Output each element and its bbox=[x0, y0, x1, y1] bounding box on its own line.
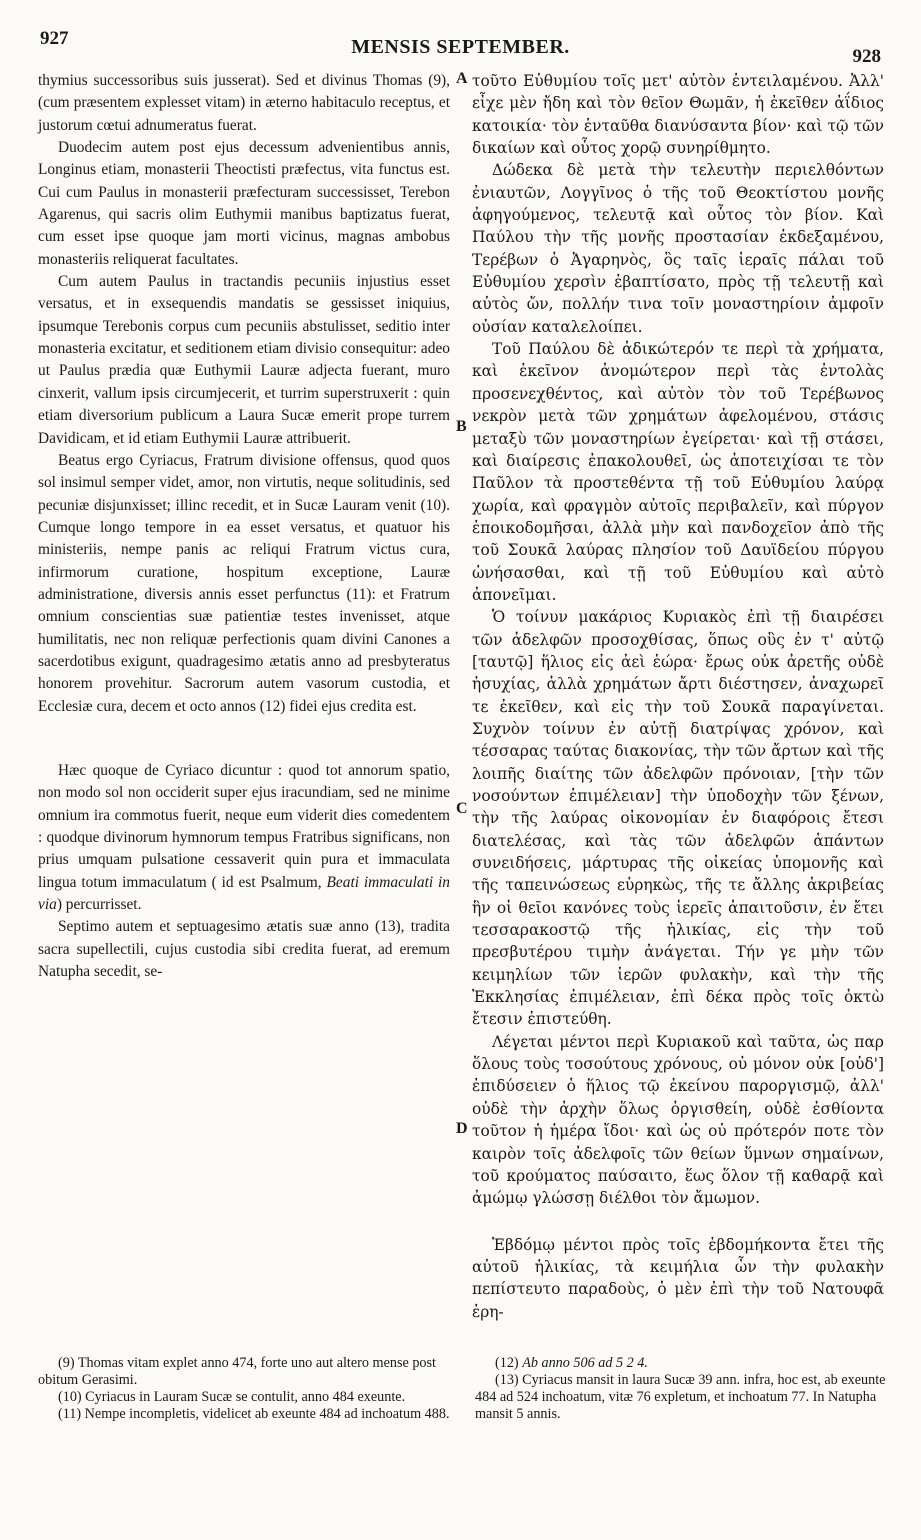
latin-paragraph: Septimo autem et septuagesimo ætatis suæ anno (13), tradita sacra supellectili, cujus custodia sibi credita fuerat, ad eremum Natupha secedit, se- bbox=[38, 918, 450, 981]
page-number-left: 927 bbox=[40, 28, 69, 49]
latin-paragraph: Duodecim autem post ejus decessum advenientibus annis, Longinus etiam, monasterii Theoctisti præfectus, vita functus est. Cui cum Paulus in monasterii præfecturam successisset, Terebon Agarenus, qui sacris olim Euthymii manibus baptizatus fuerat, cum esset ipse quoque jam morti vicinus, magnas ambobus monasteriis reliquerat facultates. bbox=[38, 139, 450, 268]
greek-paragraph: Ὁ τοίνυν μακάριος Κυριακὸς ἐπὶ τῇ διαιρέσει τῶν ἀδελφῶν προσοχθίσας, ὅπως οὓς ἐν τ' αὐτῷ [ταυτῷ] ἥλιος εἰς ἀεὶ ἑώρα· ἔρως οὐκ ἀρετῆς οὐδὲ ἡσυχίας, ἀλλὰ χρημάτων ἄρτι διέστησεν, ἀναχωρεῖ τε ἐκεῖθεν, καὶ εἰς τὴν τοῦ Σουκᾶ παραγίνεται. Συχνὸν τοίνυν ἐν αὐτῇ διατρίψας χρόνον, καὶ τέσσαρας ταύτας διακονίας, τὴν τῶν ἄρτων καὶ τῆς λοιπῆς διαίτης τῶν ἀδελφῶν πρόνοιαν, [τὴν τῶν νοσούντων ἐπιμέλειαν] τὴν ὑποδοχὴν τῶν ξένων, τὴν τῆς λαύρας οἰκονομίαν ἐν διαφόροις ἔτεσι διατελέσας, καὶ τὰς τῶν ἀδελφῶν ἁπάντων συνειδήσεις, μάρτυρας τῆς οἰκείας ὑπομονῆς καὶ τῆς ταπεινώσεως εὑρηκὼς, τῆς τε ἄλλης ἀκριβείας ἣν οἱ θεῖοι κανόνες τοὺς ἱερεῖς ἀπαιτοῦσιν, ἐν ἔτει τεσσαρακοστῷ τῆς ἡλικίας, εἰς τὴν τοῦ πρεσβυτέρου τιμὴν ἀνάγεται. Τήν γε μὴν τῶν κειμηλίων τῶν ἱερῶν φυλακὴν, καὶ τὴν τῆς Ἐκκλησίας ἐπιμέλειαν, ἐπὶ δέκα πρὸς τοῖς ὀκτὼ ἔτεσιν ἐπιστεύθη. bbox=[472, 608, 884, 1029]
latin-paragraph: Cum autem Paulus in tractandis pecuniis injustius esset versatus, et in exsequendis mandatis se gessisset iniquius, ipsumque Terebonis corpus cum pecuniis abstulisset, seditio inter monasteria excitatur, et seditionem etiam divisio consequitur: adeo ut Paulus prædia quæ Euthymii Lauræ adjecta fuerant, muro cinxerit, vallum ipsis circumjecerit, et turrim superstruxerit : quin etiam diversorium publicum a Laura Sucæ emerit prope turrem Davidicam, et id etiam Euthymii Lauræ attribuerit. bbox=[38, 273, 450, 447]
footnotes-left bbox=[38, 1355, 450, 1423]
latin-column bbox=[38, 70, 450, 983]
section-gap bbox=[472, 1210, 884, 1234]
greek-paragraph: Λέγεται μέντοι περὶ Κυριακοῦ καὶ ταῦτα, ὡς παρ ὅλους τοὺς τοσούτους χρόνους, οὐ μόνον οὐκ [οὐδ'] ἐπιδύσειεν ὁ ἥλιος τῷ ἐκείνου παροργισμῷ, ἀλλ' οὐδὲ τὴν ἀρχὴν ὅλως ὀργισθείη, οὐδὲ ἐσθίοντα τοῦτον ἡ ἡμέρα ἴδοι· καὶ ὡς οὐ πρότερόν ποτε τὸν καιρὸν τοῖς ἀδελφοῖς τῶν θείων ὕμνων σημαίνων, τοῦ κρούματος παύσαιτο, ἕως ὅλον τῇ καθαρᾷ καὶ ἀμώμῳ γλώσσῃ διέλθοι τὸν ἄμωμον. bbox=[472, 1032, 884, 1208]
footnote: (13) Cyriacus mansit in laura Sucæ 39 ann. infra, hoc est, ab exeunte 484 ad 524 inchoatum, vitæ 76 expletum, et inchoatum 77. In Natupha mansit 5 annis. bbox=[475, 1372, 886, 1422]
footnote-text: Ab anno 506 ad 5 2 4. bbox=[522, 1355, 648, 1371]
greek-paragraph: Τοῦ Παύλου δὲ ἀδικώτερόν τε περὶ τὰ χρήματα, καὶ ἐκεῖνον ἀνομώτερον περὶ τὰς ἐντολὰς προσενεχθέντος, καὶ αὐτὸν τὸν τοῦ Τερέβωνος νεκρὸν μετὰ τῶν χρημάτων ἀφελομένου, στάσις μεταξὺ τῶν μοναστηρίων ἐγείρεται· καὶ τῇ στάσει, καὶ διαίρεσις ἐπακολουθεῖ, ὡς ἀποτειχίσαι τε τὸν Παῦλον τὰ προστεθέντα τῇ τοῦ Εὐθυμίου λαύρᾳ χωρία, καὶ φραγμὸν αὐτοῖς περιβαλεῖν, καὶ πύργον ἐποικοδομῆσαι, ἀλλὰ μὴν καὶ πανδοχεῖον ἀπὸ τῆς τοῦ Σουκᾶ λαύρας πλησίον τοῦ Δαυϊδείου πύργου ὠνήσασθαι, καὶ τῇ τοῦ Εὐθυμίου καὶ αὐτὸ ἀπονεῖμαι. bbox=[472, 340, 884, 604]
section-gap bbox=[38, 718, 450, 760]
footnote: (11) Nempe incompletis, videlicet ab exeunte 484 ad inchoatum 488. bbox=[58, 1406, 450, 1422]
footnote: (9) Thomas vitam explet anno 474, forte uno aut altero mense post obitum Gerasimi. bbox=[38, 1355, 436, 1388]
footnote bbox=[475, 1355, 887, 1372]
latin-paragraph: thymius successoribus suis jusserat). Sed et divinus Thomas (9), (cum præsentem explesset vitam) in æterno habitaculo receptus, et justorum cœtui adnumeratus fuerat. bbox=[38, 72, 450, 134]
margin-letter-b: B bbox=[456, 418, 467, 435]
margin-letter-d: D bbox=[456, 1120, 468, 1137]
latin-italic: Beati immaculati in via bbox=[38, 873, 450, 914]
running-title: MENSIS SEPTEMBER. bbox=[351, 36, 570, 58]
latin-text: Hæc quoque de Cyriaco dicuntur : quod tot annorum spatio, non modo sol non occiderit super ejus iracundiam, sed ne minime omnium ira commotus fuerit, neque eum viderit dies comedentem : quodque divinorum hymnorum tempus Fratribus significans, non prius umquam pulsatione cessaverit quin pura et immaculata lingua totum immaculatum ( id est Psalmum, bbox=[38, 761, 450, 891]
latin-paragraph bbox=[38, 760, 450, 916]
margin-letter-c: C bbox=[456, 800, 468, 817]
footnote: (10) Cyriacus in Lauram Sucæ se contulit, anno 484 exeunte. bbox=[58, 1389, 406, 1405]
footnote-number: (12) bbox=[495, 1355, 519, 1371]
greek-paragraph: Ἑβδόμῳ μέντοι πρὸς τοῖς ἑβδομήκοντα ἔτει τῆς αὐτοῦ ἡλικίας, τὰ κειμήλια ὧν τὴν φυλακὴν πεπίστευτο παραδοὺς, ὁ μὲν ἐπὶ τὴν τοῦ Νατουφᾶ ἐρη- bbox=[472, 1235, 884, 1321]
latin-text: ) percurrisset. bbox=[56, 896, 142, 914]
page-number-right: 928 bbox=[852, 46, 881, 67]
greek-paragraph: Δώδεκα δὲ μετὰ τὴν τελευτὴν περιελθόντων ἐνιαυτῶν, Λογγῖνος ὁ τῆς τοῦ Θεοκτίστου μονῆς ἀφηγούμενος, τελευτᾷ καὶ οὗτος τὸν βίον. Καὶ Παύλου τὴν τῆς μονῆς προστασίαν ἐκδεξαμένου, Τερέβων ὁ Ἀγαρηνὸς, ὃς ταῖς ἱεραῖς πάλαι τοῦ Εὐθυμίου χερσὶν ἐβαπτίσατο, πρὸς τῇ τελευτῇ καὶ αὐτὸς ὤν, πολλήν τινα τοῖν μοναστηρίοιν ἀμφοῖν οὐσίαν καταλελοίπει. bbox=[472, 161, 884, 336]
greek-column bbox=[472, 70, 884, 1323]
footnotes-right bbox=[475, 1355, 887, 1423]
latin-paragraph: Beatus ergo Cyriacus, Fratrum divisione offensus, quod quos sol insimul semper videt, amor, non virtutis, neque solitudinis, sed pecuniæ disjunxisset; illinc recedit, et in Sucæ Lauram venit (10). Cumque longo tempore in ea esset versatus, et quatuor his ministeriis, nempe panis ac reliqui Fratrum victus cura, infirmorum curatione, hospitum exceptione, Lauræ administratione, diversis annis esset perfunctus (11): et Fratrum omnium conscientias suæ patientiæ testes invenisset, atque humilitatis, nec non reliquæ perfectionis quam divini Canones a sacerdotibus exigunt, quadragesimo ætatis anno ad presbyteratus honorem provehitur. Sacrorum autem vasorum custodia, et Ecclesiæ cura, decem et octo annos (12) fidei ejus credita est. bbox=[38, 451, 450, 715]
margin-letter-a: A bbox=[456, 70, 468, 87]
greek-paragraph: τοῦτο Εὐθυμίου τοῖς μετ' αὐτὸν ἐντειλαμένου. Ἀλλ' εἶχε μὲν ἤδη καὶ τὸν θεῖον Θωμᾶν, ἡ ἐκεῖθεν ἀΐδιος κατοικία· τὸν ἐνταῦθα διανύσαντα βίον· καὶ τῷ τῶν δικαίων καὶ οὗτος χορῷ συνηρίθμητο. bbox=[472, 72, 884, 158]
